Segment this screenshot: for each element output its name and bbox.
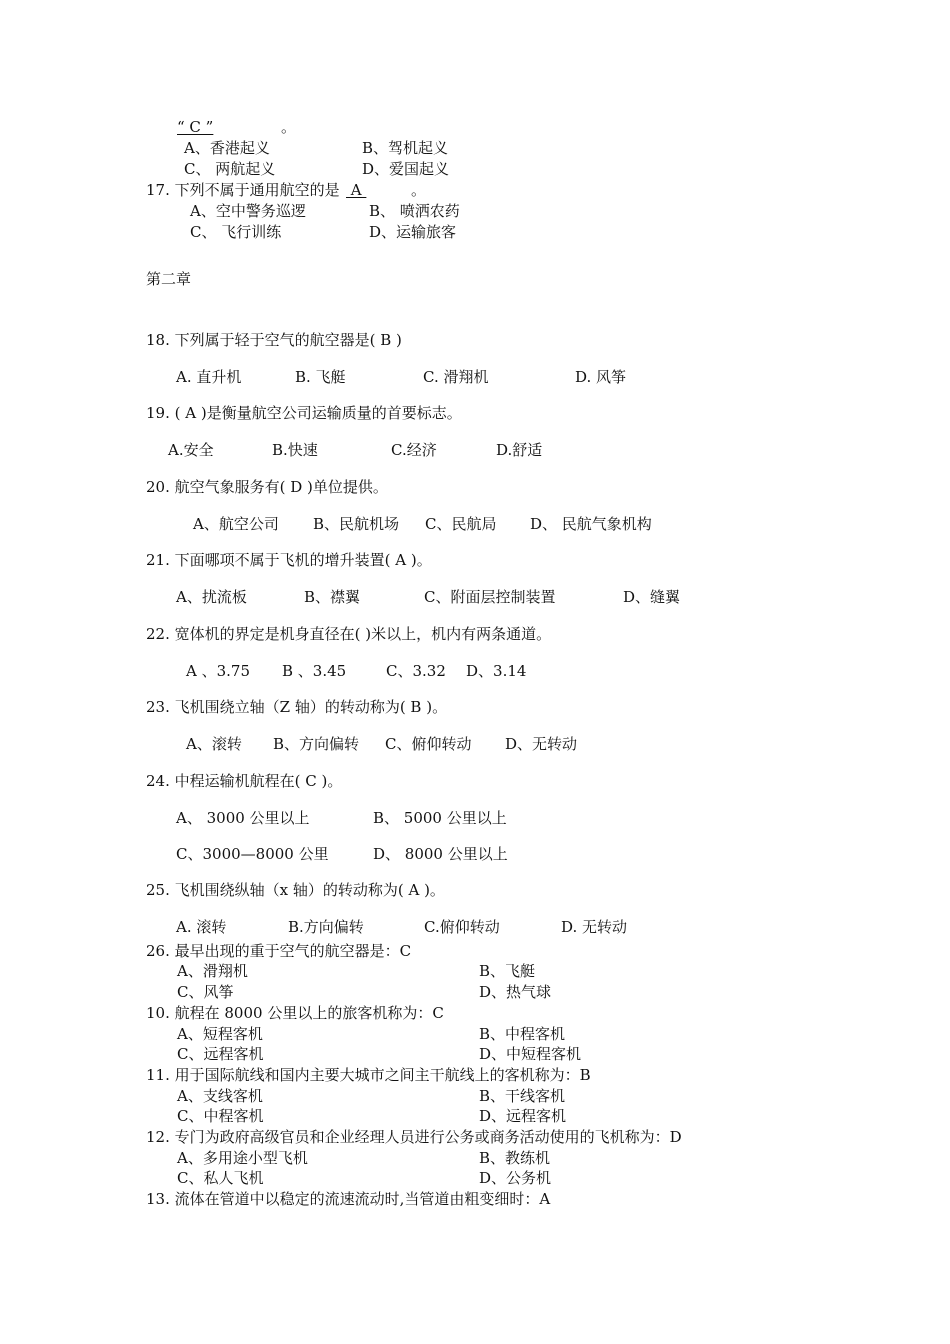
option-d: D、公务机 [479, 1169, 552, 1187]
option-a: A、滚转 [186, 735, 242, 753]
question-19: 19. ( A )是衡量航空公司运输质量的首要标志。 [146, 404, 462, 422]
option-b: B、驾机起义 [362, 139, 449, 157]
option-c: C、3000—8000 公里 [176, 845, 329, 863]
question-25: 25. 飞机围绕纵轴（x 轴）的转动称为( A )。 [146, 881, 445, 899]
option-d: D、3.14 [466, 662, 527, 680]
option-b: B、 5000 公里以上 [373, 809, 507, 827]
option-b: B.方向偏转 [288, 918, 364, 936]
period: 。 [411, 181, 427, 199]
question-11: 11. 用于国际航线和国内主要大城市之间主干航线上的客机称为：B [146, 1066, 591, 1084]
option-c: C、俯仰转动 [385, 735, 472, 753]
option-c: C、风筝 [177, 983, 234, 1001]
chapter-heading: 第二章 [146, 270, 192, 288]
option-a: A、空中警务巡逻 [190, 202, 306, 220]
option-d: D、 8000 公里以上 [373, 845, 508, 863]
option-a: A、多用途小型飞机 [177, 1149, 308, 1167]
option-c: C、附面层控制装置 [424, 588, 556, 606]
option-b: B、方向偏转 [273, 735, 360, 753]
question-23: 23. 飞机围绕立轴（Z 轴）的转动称为( B )。 [146, 698, 448, 716]
option-c: C、 飞行训练 [190, 223, 282, 241]
option-d: D、中短程客机 [479, 1045, 582, 1063]
answer-blank: “ C ” [177, 118, 214, 136]
option-a: A. 直升机 [176, 368, 242, 386]
question-24: 24. 中程运输机航程在( C )。 [146, 772, 343, 790]
question-22: 22. 宽体机的界定是机身直径在( )米以上，机内有两条通道。 [146, 625, 552, 643]
option-b: B.快速 [272, 441, 318, 459]
option-c: C.经济 [391, 441, 437, 459]
option-b: B 、3.45 [282, 662, 347, 680]
option-b: B. 飞艇 [295, 368, 346, 386]
option-c: C、远程客机 [177, 1045, 264, 1063]
option-d: D.舒适 [496, 441, 543, 459]
question-18: 18. 下列属于轻于空气的航空器是( B ) [146, 331, 402, 349]
option-b: B、民航机场 [313, 515, 400, 533]
answer-blank: A [346, 181, 367, 199]
option-b: B、 喷洒农药 [369, 202, 460, 220]
option-c: C.俯仰转动 [424, 918, 500, 936]
option-b: B、干线客机 [479, 1087, 566, 1105]
option-a: A、香港起义 [184, 139, 270, 157]
question-21: 21. 下面哪项不属于飞机的增升装置( A )。 [146, 551, 432, 569]
option-d: D. 无转动 [561, 918, 628, 936]
option-c: C、3.32 [386, 662, 446, 680]
question-10: 10. 航程在 8000 公里以上的旅客机称为：C [146, 1004, 444, 1022]
option-c: C、 两航起义 [184, 160, 276, 178]
option-b: B、中程客机 [479, 1025, 566, 1043]
question-20: 20. 航空气象服务有( D )单位提供。 [146, 478, 388, 496]
question-13: 13. 流体在管道中以稳定的流速流动时,当管道由粗变细时：A [146, 1190, 551, 1208]
option-c: C、中程客机 [177, 1107, 264, 1125]
option-a: A、支线客机 [177, 1087, 263, 1105]
option-a: A、扰流板 [176, 588, 247, 606]
option-d: D、热气球 [479, 983, 552, 1001]
option-b: B、飞艇 [479, 962, 536, 980]
option-d: D、缝翼 [623, 588, 681, 606]
option-d: D、无转动 [505, 735, 578, 753]
question-17: 17. 下列不属于通用航空的是 [146, 181, 340, 199]
option-d: D、爱国起义 [362, 160, 450, 178]
option-d: D. 风筝 [575, 368, 627, 386]
option-c: C、民航局 [425, 515, 497, 533]
option-b: B、教练机 [479, 1149, 551, 1167]
option-d: D、 民航气象机构 [530, 515, 652, 533]
option-a: A、航空公司 [193, 515, 279, 533]
option-a: A 、3.75 [186, 662, 250, 680]
option-a: A、滑翔机 [177, 962, 248, 980]
option-b: B、襟翼 [304, 588, 361, 606]
option-a: A.安全 [168, 441, 214, 459]
option-a: A. 滚转 [176, 918, 227, 936]
option-c: C. 滑翔机 [423, 368, 489, 386]
period: 。 [281, 118, 297, 136]
question-12: 12. 专门为政府高级官员和企业经理人员进行公务或商务活动使用的飞机称为：D [146, 1128, 682, 1146]
option-a: A、 3000 公里以上 [176, 809, 310, 827]
option-d: D、运输旅客 [369, 223, 457, 241]
option-a: A、短程客机 [177, 1025, 263, 1043]
option-c: C、私人飞机 [177, 1169, 264, 1187]
question-26: 26. 最早出现的重于空气的航空器是：C [146, 942, 412, 960]
option-d: D、远程客机 [479, 1107, 567, 1125]
